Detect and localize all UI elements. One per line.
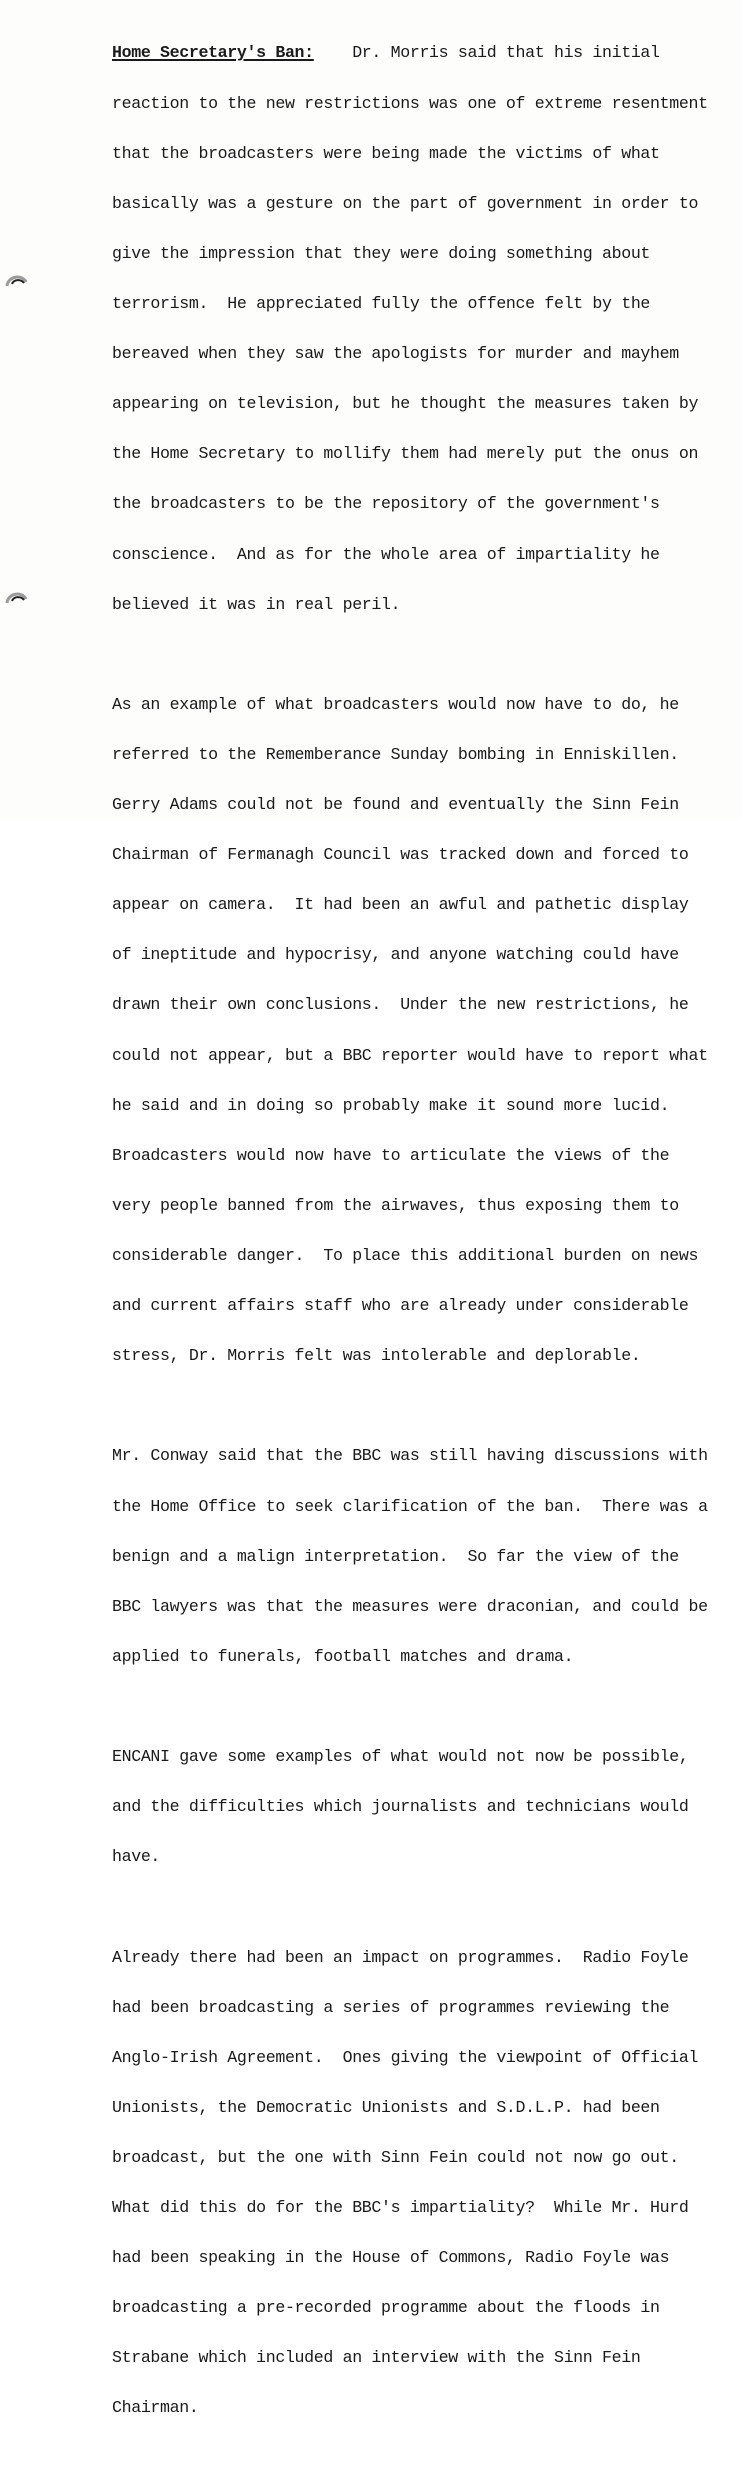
line-text: What did this do for the BBC's impartiality? While Mr. Hurd [112,2198,689,2218]
line-text: could not appear, but a BBC reporter would have to report what [112,1045,708,1065]
line-text: appearing on television, but he thought the measures taken by [112,394,699,414]
line-text: the broadcasters to be the repository of the government's [112,494,660,514]
line-text: Broadcasters would now have to articulate the views of the [112,1145,670,1165]
line-text: stress, Dr. Morris felt was intolerable and deplorable. [112,1346,641,1366]
line-text: Unionists, the Democratic Unionists and S.D.L.P. had been [112,2097,660,2117]
line-text: considerable danger. To place this additional burden on news [112,1246,699,1266]
line-text: basically was a gesture on the part of government in order to [112,193,699,213]
line-text: Strabane which included an interview with the Sinn Fein [112,2348,641,2368]
line-text: benign and a malign interpretation. So far the view of the [112,1546,679,1566]
line-text: reaction to the new restrictions was one of extreme resentment [112,93,708,113]
line-text: and current affairs staff who are already under considerable [112,1296,689,1316]
line-text: believed it was in real peril. [112,594,401,614]
section-heading: Home Secretary's Ban: [112,43,314,63]
line-text: bereaved when they saw the apologists for murder and mayhem [112,344,679,364]
line-text: broadcast, but the one with Sinn Fein could not now go out. [112,2147,679,2167]
line-text: that the broadcasters were being made the victims of what [112,143,660,163]
line-text: of ineptitude and hypocrisy, and anyone watching could have [112,945,679,965]
line-text: BBC lawyers was that the measures were draconian, and could be [112,1596,708,1616]
punch-hole-icon [4,270,28,290]
paragraph-home-secretary-ban [112,12,742,647]
line-text: very people banned from the airwaves, thus exposing them to [112,1195,679,1215]
line-text: drawn their own conclusions. Under the new restrictions, he [112,995,689,1015]
line-text: broadcasting a pre-recorded programme about the floods in [112,2298,660,2318]
line-text: had been broadcasting a series of programmes reviewing the [112,1997,670,2017]
line-text: applied to funerals, football matches and drama. [112,1646,574,1666]
paragraph-conway-discussions [112,1415,742,1699]
line-text: had been speaking in the House of Commons, Radio Foyle was [112,2248,670,2268]
document-body [112,12,742,2467]
line-text: he said and in doing so probably make it sound more lucid. [112,1095,670,1115]
line-text: ENCANI gave some examples of what would not now be possible, [112,1747,689,1767]
line-text: conscience. And as for the whole area of impartiality he [112,544,660,564]
line-text: have. [112,1847,161,1867]
line-text: appear on camera. It had been an awful and pathetic display [112,895,689,915]
line-text: and the difficulties which journalists and technicians would [112,1797,689,1817]
line-text: Anglo-Irish Agreement. Ones giving the viewpoint of Official [112,2047,699,2067]
line-text: the Home Secretary to mollify them had merely put the onus on [112,444,699,464]
paragraph-encani-examples [112,1716,742,1900]
punch-hole-icon [4,587,28,607]
line-text: Chairman of Fermanagh Council was tracked down and forced to [112,845,689,865]
line-text: Gerry Adams could not be found and eventually the Sinn Fein [112,795,679,815]
line-text: terrorism. He appreciated fully the offence felt by the [112,293,651,313]
paragraph-first-line [112,45,742,62]
line-text: Mr. Conway said that the BBC was still having discussions with [112,1446,708,1466]
line-text: Already there had been an impact on programmes. Radio Foyle [112,1947,689,1967]
line-text: Dr. Morris said that his initial [313,43,660,63]
line-text: Chairman. [112,2398,199,2418]
line-text: As an example of what broadcasters would now have to do, he [112,694,679,714]
line-text: give the impression that they were doing something about [112,243,651,263]
line-text: referred to the Rememberance Sunday bombing in Enniskillen. [112,744,679,764]
paragraph-radio-foyle-impact [112,1916,742,2451]
paragraph-enniskillen-example [112,663,742,1398]
line-text: the Home Office to seek clarification of the ban. There was a [112,1496,708,1516]
